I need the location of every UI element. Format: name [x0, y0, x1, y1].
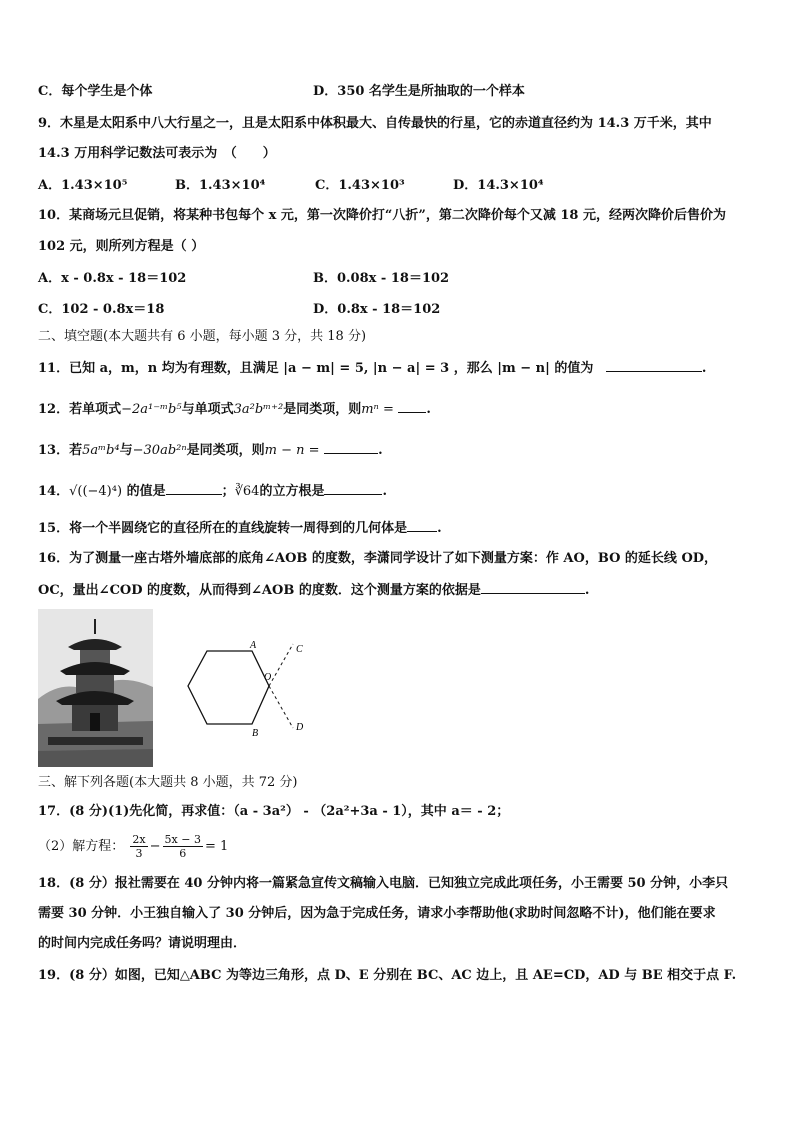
q9-stem-line2: 14.3 万用科学记数法可表示为 （ ） [38, 146, 276, 161]
q14-text-c: ； [221, 484, 235, 499]
q13-end: . [378, 443, 383, 458]
q13-text-b: 与 [119, 443, 133, 458]
pagoda-photo [38, 609, 153, 767]
q12-monomial-2: 3a²bᵐ⁺² [233, 402, 284, 417]
label-b: B [252, 728, 259, 739]
q17-part1: 17．(8 分)(1)先化简，再求值：（a - 3a²） - （2a²+3a - 1），其中 a＝ - 2； [38, 804, 510, 819]
label-d: D [296, 722, 304, 733]
q10-stem-line2: 102 元，则所列方程是（ ） [38, 239, 205, 254]
q14-text-d: 的立方根是 [259, 484, 325, 499]
q14-end: . [382, 484, 387, 499]
q17-part2 [38, 832, 228, 862]
q9-option-b: B．1.43×10⁴ [175, 178, 266, 193]
q14-text-b: 的值是 [126, 484, 166, 499]
q17-fraction-1-denominator: 3 [135, 847, 143, 860]
q13-monomial-1: 5aᵐb⁴ [82, 443, 120, 458]
q12-end: . [426, 402, 431, 417]
hexagon-figure [180, 636, 310, 742]
label-a: A [250, 640, 257, 651]
q13-answer-blank[interactable] [324, 441, 378, 454]
q16-answer-blank[interactable] [481, 581, 585, 594]
q10-option-a: A．x - 0.8x - 18＝102 [38, 271, 187, 286]
q17-fraction-1 [130, 833, 147, 860]
extension-od [269, 686, 293, 728]
q14-stem [38, 482, 387, 501]
q15-text: 15．将一个半圆绕它的直径所在的直线旋转一周得到的几何体是 [38, 521, 408, 536]
q9-option-c: C．1.43×10³ [315, 178, 405, 193]
q15-end: . [437, 521, 442, 536]
q8-option-d: D．350 名学生是所抽取的一个样本 [313, 84, 525, 99]
q11-stem: 11．已知 a，m，n 均为有理数，且满足 |a − m| = 5, |n − a| = 3 ，那么 |m − n| 的值为 . [38, 361, 707, 376]
q15-answer-blank[interactable] [407, 519, 437, 532]
q13-monomial-2: −30ab²ⁿ [132, 443, 187, 458]
q9-option-d: D．14.3×10⁴ [453, 178, 544, 193]
q17-fraction-2-numerator: 5x − 3 [164, 833, 201, 846]
q12-expression: mⁿ = [361, 402, 394, 417]
q14-text-a: 14． [38, 484, 70, 499]
q9-option-a: A．1.43×10⁵ [38, 178, 128, 193]
q12-monomial-1: −2a¹⁻ᵐb⁵ [121, 402, 182, 417]
q12-answer-blank[interactable] [398, 400, 426, 413]
section-2-heading: 二、填空题(本大题共有 6 小题，每小题 3 分，共 18 分) [38, 329, 367, 344]
q17-part2-label: （2）解方程： [38, 839, 125, 854]
q11-answer-blank[interactable] [606, 359, 702, 372]
q17-equals-one: = 1 [204, 839, 229, 854]
q13-text-c: 是同类项，则 [186, 443, 265, 458]
q17-fraction-2-denominator: 6 [179, 847, 187, 860]
q17-fraction-1-numerator: 2x [132, 833, 146, 846]
q18-line3: 的时间内完成任务吗？请说明理由． [38, 936, 247, 951]
q14-radical-1: √((−4)⁴) [69, 484, 123, 499]
q17-minus: − [149, 839, 161, 854]
q8-option-c: C．每个学生是个体 [38, 84, 153, 99]
q12-text-b: 与单项式 [181, 402, 234, 417]
q12-text-a: 12．若单项式 [38, 402, 122, 417]
q19-line1: 19．(8 分）如图，已知△ABC 为等边三角形，点 D、E 分别在 BC、AC 边上，且 AE=CD，AD 与 BE 相交于点 F. [38, 968, 737, 983]
q13-stem [38, 441, 383, 460]
extension-oc [269, 644, 293, 686]
q16-stem-line2 [38, 581, 589, 600]
q12-stem [38, 400, 431, 419]
q17-fraction-2 [163, 833, 203, 860]
q14-answer-blank-2[interactable] [324, 482, 382, 495]
hexagon-outline [188, 651, 272, 724]
label-o: O [264, 672, 272, 683]
q16-stem-line1: 16．为了测量一座古塔外墙底部的底角∠AOB 的度数，李潇同学设计了如下测量方案：作 AO，BO 的延长线 OD， [38, 551, 718, 566]
q18-line1: 18．(8 分）报社需要在 40 分钟内将一篇紧急宣传文稿输入电脑．已知独立完成此项任务，小王需要 50 分钟，小李只 [38, 876, 729, 891]
q10-option-c: C．102 - 0.8x＝18 [38, 302, 165, 317]
q11-text: 11．已知 a，m，n 均为有理数，且满足 |a − m| = 5, |n − a| = 3 ，那么 |m − n| 的值为 [38, 361, 594, 376]
q18-line2: 需要 30 分钟．小王独自输入了 30 分钟后，因为急于完成任务，请求小李帮助他(求助时间忽略不计)，他们能在要求 [38, 906, 716, 921]
q9-stem-line1: 9．木星是太阳系中八大行星之一，且是太阳系中体积最大、自传最快的行星，它的赤道直径约为 14.3 万千米，其中 [38, 116, 712, 131]
q13-text-a: 13．若 [38, 443, 83, 458]
q10-option-b: B．0.08x - 18＝102 [313, 271, 450, 286]
q14-answer-blank-1[interactable] [166, 482, 222, 495]
q15-stem [38, 519, 442, 538]
q14-radical-2: ∛64 [234, 484, 260, 499]
q10-option-d: D．0.8x - 18＝102 [313, 302, 441, 317]
q10-stem-line1: 10．某商场元旦促销，将某种书包每个 x 元，第一次降价打“八折”，第二次降价每个又减 18 元，经两次降价后售价为 [38, 208, 726, 223]
q16-text: OC，量出∠COD 的度数，从而得到∠AOB 的度数．这个测量方案的依据是 [38, 583, 481, 598]
q12-text-c: 是同类项，则 [283, 402, 362, 417]
q16-end: . [584, 583, 590, 598]
q13-expression: m − n = [264, 443, 320, 458]
section-3-heading: 三、解下列各题(本大题共 8 小题，共 72 分) [38, 775, 298, 790]
label-c: C [296, 644, 303, 655]
